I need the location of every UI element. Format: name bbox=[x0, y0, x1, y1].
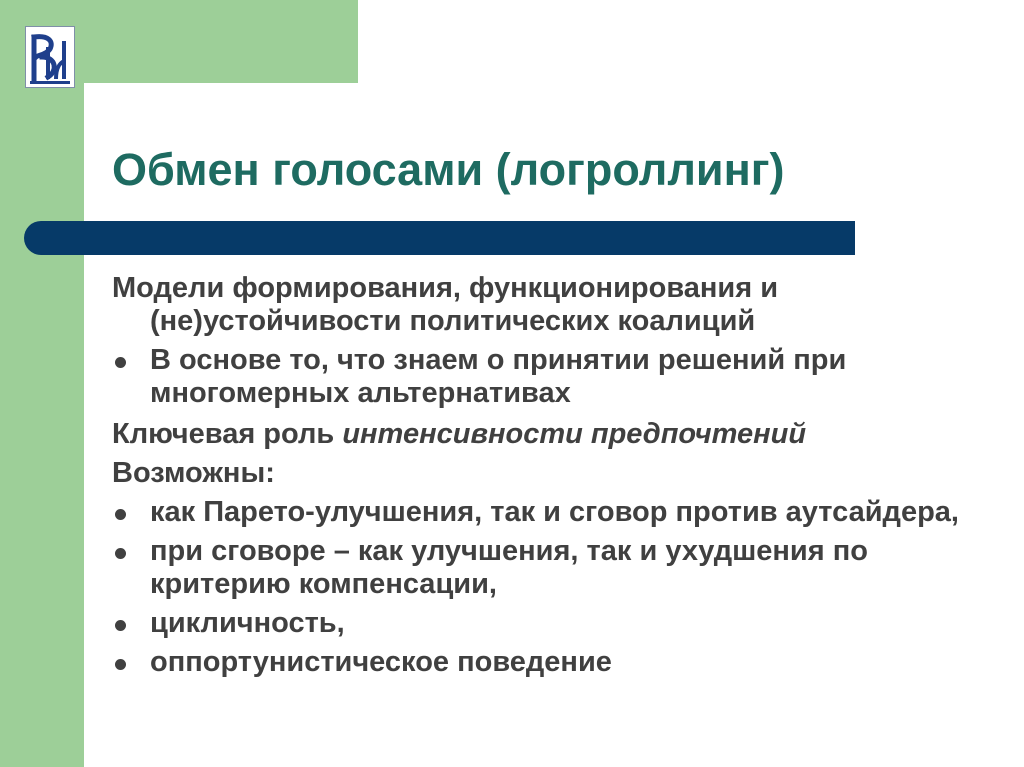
list-item bbox=[112, 496, 992, 529]
intro-paragraph: Модели формирования, функционирования и (не)устойчивости политических коалиций bbox=[112, 272, 779, 337]
list-item bbox=[112, 646, 992, 679]
bullet-dot-icon bbox=[115, 620, 126, 631]
bullet-text: при сговоре – как улучшения, так и ухудшения по критерию компенсации, bbox=[150, 535, 868, 600]
slide-title: Обмен голосами (логроллинг) bbox=[112, 144, 785, 195]
key-role-text: Ключевая роль bbox=[112, 418, 343, 450]
green-side-band bbox=[0, 0, 84, 767]
key-role-paragraph bbox=[112, 418, 992, 451]
title-divider-bar bbox=[24, 221, 855, 255]
list-item bbox=[112, 344, 992, 410]
possible-heading: Возможны: bbox=[112, 457, 275, 489]
bullet-dot-icon bbox=[115, 548, 126, 559]
list-item bbox=[112, 535, 992, 601]
bullet-dot-icon bbox=[115, 509, 126, 520]
university-logo-icon bbox=[25, 26, 75, 88]
bullet-dot-icon bbox=[115, 659, 126, 670]
bullet-text: как Парето-улучшения, так и сговор против аутсайдера, bbox=[150, 496, 959, 528]
key-role-emphasis: интенсивности предпочтений bbox=[342, 418, 807, 450]
bullet-text: оппортунистическое поведение bbox=[150, 646, 612, 678]
bullet-text: В основе то, что знаем о принятии решений при многомерных альтернативах bbox=[150, 344, 847, 409]
slide-body bbox=[112, 272, 992, 679]
bullet-text: цикличность, bbox=[150, 607, 345, 639]
bullet-dot-icon bbox=[115, 357, 126, 368]
list-item bbox=[112, 607, 992, 640]
